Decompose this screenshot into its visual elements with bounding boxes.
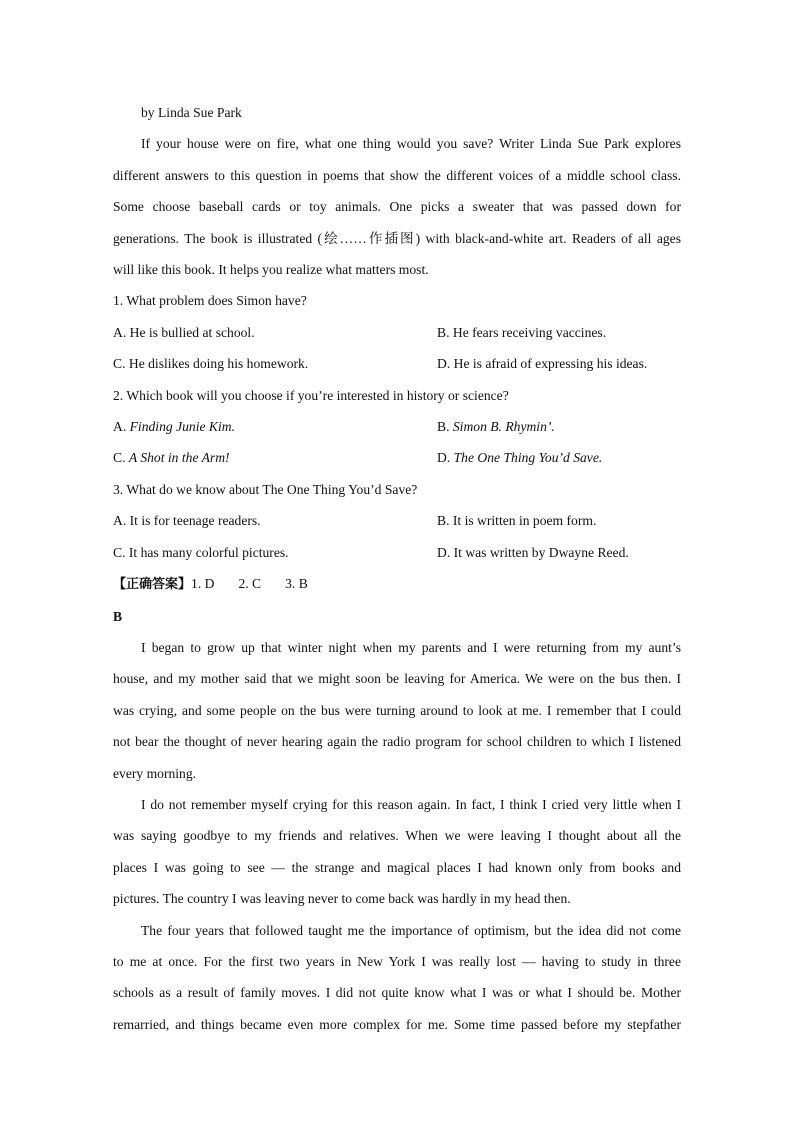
option-row [113, 442, 681, 473]
answer-item: 1. D [191, 576, 215, 592]
book-byline: by Linda Sue Park [141, 105, 242, 120]
answer-item: 3. B [285, 576, 308, 592]
option-text: He dislikes doing his homework. [128, 356, 309, 372]
option-text: It has many colorful pictures. [128, 544, 289, 560]
answer-item: 2. C [238, 576, 262, 592]
question-stem: 2. Which book will you choose if you’re interested in history or science? [113, 387, 509, 403]
paragraph-line: The four years that followed taught me the importance of optimism, but the idea did not come [141, 922, 681, 938]
option-a[interactable] [113, 317, 437, 348]
option-row [113, 317, 681, 348]
passage-paragraph-1 [113, 632, 681, 789]
paragraph-line: was crying, and some people on the bus were turning around to look at me. I remember that I could [113, 702, 681, 718]
option-letter: D. [437, 544, 451, 560]
option-letter: A. [113, 324, 127, 340]
paragraph-line: every morning. [113, 765, 197, 781]
option-letter: A. [113, 419, 127, 435]
paragraph-line: If your house were on fire, what one thing would you save? Writer Linda Sue Park explores [141, 136, 681, 152]
option-text: A Shot in the Arm! [128, 450, 230, 466]
option-c[interactable] [113, 442, 437, 473]
question-2 [113, 380, 681, 474]
passage-paragraph-2 [113, 789, 681, 915]
option-text: He is afraid of expressing his ideas. [453, 356, 648, 372]
paragraph-line: house, and my mother said that we might soon be leaving for America. We were on the bus then. I [113, 671, 681, 687]
option-text: Simon B. Rhymin’. [452, 419, 555, 435]
option-letter: B. [437, 419, 450, 435]
paragraph-line: not bear the thought of never hearing again the radio program for school children to which I listened [113, 734, 681, 750]
option-text: The One Thing You’d Save. [453, 450, 603, 466]
question-3 [113, 474, 681, 568]
option-letter: C. [113, 544, 126, 560]
paragraph-line: generations. The book is illustrated (绘……作插图) with black-and-white art. Readers of all ages [113, 230, 681, 246]
option-row [113, 537, 681, 568]
question-1 [113, 285, 681, 379]
option-text: Finding Junie Kim. [129, 419, 235, 435]
option-letter: A. [113, 513, 127, 529]
option-a[interactable] [113, 505, 437, 536]
option-letter: D. [437, 356, 451, 372]
paragraph-line: remarried, and things became even more complex for me. Some time passed before my stepfather [113, 1016, 681, 1032]
paragraph-line: pictures. The country I was leaving never to come back was hardly in my head then. [113, 891, 571, 907]
paragraph-line: different answers to this question in poems that show the different voices of a middle school class. [113, 167, 681, 183]
paragraph-line: places I was going to see — the strange and magical places I had known only from books and [113, 859, 681, 875]
question-stem: 3. What do we know about The One Thing You’d Save? [113, 481, 418, 497]
option-d[interactable] [437, 348, 681, 379]
paragraph-line: schools as a result of family moves. I did not quite know what I was or what I should be. Mother [113, 985, 681, 1001]
option-row [113, 348, 681, 379]
option-row [113, 505, 681, 536]
book-review-paragraph [113, 128, 681, 285]
option-a[interactable] [113, 411, 437, 442]
paragraph-line: I do not remember myself crying for this reason again. In fact, I think I cried very little when I [141, 796, 681, 812]
question-stem: 1. What problem does Simon have? [113, 293, 307, 309]
option-d[interactable] [437, 442, 681, 473]
option-d[interactable] [437, 537, 681, 568]
option-text: He fears receiving vaccines. [452, 324, 607, 340]
option-text: It is for teenage readers. [129, 513, 261, 529]
option-b[interactable] [437, 505, 681, 536]
paragraph-line: I began to grow up that winter night when my parents and I were returning from my aunt’s [141, 639, 681, 655]
option-c[interactable] [113, 348, 437, 379]
paragraph-line: to me at once. For the first two years in New York I was really lost — having to study in three [113, 953, 681, 969]
answer-label: 【正确答案】 [113, 577, 192, 593]
option-c[interactable] [113, 537, 437, 568]
option-letter: B. [437, 324, 450, 340]
answer-key [113, 568, 681, 600]
passage-paragraph-3 [113, 915, 681, 1041]
option-letter: B. [437, 513, 450, 529]
paragraph-line: will like this book. It helps you realize what matters most. [113, 262, 429, 278]
paragraph-line: was saying goodbye to my friends and relatives. When we were leaving I thought about all the [113, 828, 681, 844]
document-content [113, 97, 681, 1040]
option-text: It is written in poem form. [452, 513, 597, 529]
option-text: It was written by Dwayne Reed. [453, 544, 629, 560]
section-heading: B [113, 608, 123, 624]
paragraph-line: Some choose baseball cards or toy animals. One picks a sweater that was passed down for [113, 199, 681, 215]
option-b[interactable] [437, 411, 681, 442]
option-text: He is bullied at school. [129, 324, 255, 340]
option-letter: C. [113, 356, 126, 372]
option-letter: C. [113, 450, 126, 466]
option-b[interactable] [437, 317, 681, 348]
option-row [113, 411, 681, 442]
option-letter: D. [437, 450, 451, 466]
